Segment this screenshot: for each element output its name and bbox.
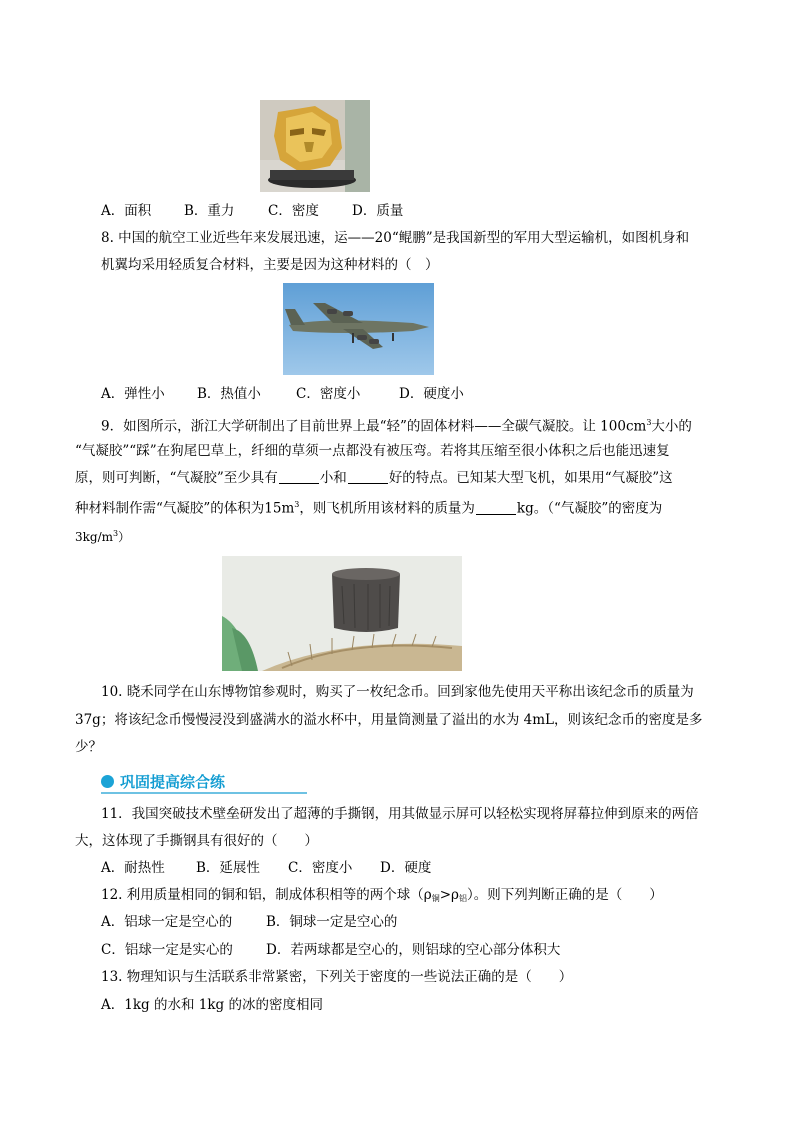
- q10-stem-line2: 37g；将该纪念币慢慢浸没到盛满水的溢水杯中，用量筒测量了溢出的水为 4mL，则该纪念币的密度是多: [75, 712, 703, 728]
- q11-option-b[interactable]: B．延展性: [196, 860, 260, 876]
- answer-blank[interactable]: [279, 469, 319, 484]
- q7-option-c[interactable]: C．密度: [268, 203, 319, 219]
- q7-option-a[interactable]: A．面积: [101, 203, 152, 219]
- q8-option-b[interactable]: B．热值小: [197, 386, 261, 402]
- q9-stem-line3: [75, 468, 673, 488]
- q11-option-a[interactable]: A．耐热性: [101, 860, 165, 876]
- superscript: 3: [294, 500, 300, 509]
- section-header: [101, 770, 307, 794]
- q8-stem-line2: 机翼均采用轻质复合材料，主要是因为这种材料的（ ）: [101, 257, 439, 273]
- q9-text: ）: [118, 530, 131, 544]
- bullet-dot-icon: [101, 775, 114, 788]
- subscript: 铝: [458, 894, 467, 903]
- q7-option-d[interactable]: D．质量: [352, 203, 404, 219]
- q8-option-d[interactable]: D．硬度小: [399, 386, 464, 402]
- q11-stem-line1: 11．我国突破技术壁垒研发出了超薄的手撕钢，用其做显示屏可以轻松实现将屏幕拉伸到原来的两倍: [101, 806, 699, 822]
- q9-text: ，则飞机所用该材料的质量为: [299, 500, 475, 517]
- q9-text: kg。（“气凝胶”的密度为: [516, 500, 663, 517]
- q9-stem-line1: [101, 413, 692, 437]
- q12-stem: [101, 885, 663, 909]
- q11-option-c[interactable]: C．密度小: [288, 860, 353, 876]
- q9-text: 小和: [319, 470, 347, 486]
- q9-text: 种材料制作需“气凝胶”的体积为15m: [75, 500, 295, 517]
- q8-option-c[interactable]: C．密度小: [296, 386, 361, 402]
- q9-text: 好的特点。已知某大型飞机，如果用“气凝胶”这: [388, 470, 673, 486]
- q10-stem-line3: 少？: [75, 739, 102, 755]
- section-title: 巩固提高综合练: [120, 773, 226, 791]
- airplane-photo: [283, 283, 434, 375]
- answer-blank[interactable]: [476, 500, 516, 515]
- q12-option-b[interactable]: B．铜球一定是空心的: [266, 914, 398, 930]
- q9-text: 原，则可判断，“气凝胶”至少具有: [75, 470, 278, 486]
- q12-option-d[interactable]: D．若两球都是空心的，则铝球的空心部分体积大: [266, 942, 561, 958]
- answer-blank[interactable]: [348, 469, 388, 484]
- q10-stem-line1: 10. 晓禾同学在山东博物馆参观时，购买了一枚纪念币。回到家他先使用天平称出该纪念币的质量为: [101, 684, 694, 700]
- q9-text: 大小的: [651, 418, 692, 435]
- golden-mask-photo: [260, 100, 370, 192]
- q13-stem: 13. 物理知识与生活联系非常紧密，下列关于密度的一些说法正确的是（ ）: [101, 969, 573, 985]
- q9-stem-line5: [75, 524, 130, 547]
- subscript: 铜: [431, 894, 440, 903]
- superscript: 3: [646, 418, 652, 427]
- section-underline: [101, 792, 307, 794]
- q9-stem-line2: “气凝胶”“踩”在狗尾巴草上，纤细的草须一点都没有被压弯。若将其压缩至很小体积之后也能迅速复: [75, 443, 670, 459]
- q8-option-a[interactable]: A．弹性小: [101, 386, 165, 402]
- q12-text: 12. 利用质量相同的铜和铝，制成体积相等的两个球（ρ: [101, 887, 432, 903]
- q11-option-d[interactable]: D．硬度: [380, 860, 432, 876]
- q8-stem-line1: 8. 中国的航空工业近些年来发展迅速，运——20“鲲鹏”是我国新型的军用大型运输机，如图机身和: [101, 230, 690, 246]
- superscript: 3: [113, 529, 119, 538]
- q9-text: 9．如图所示，浙江大学研制出了目前世界上最“轻”的固体材料——全碳气凝胶。让 100cm: [101, 418, 647, 435]
- q9-stem-line4: [75, 495, 662, 519]
- q11-stem-line2: 大，这体现了手撕钢具有很好的（ ）: [75, 833, 318, 849]
- q12-option-c[interactable]: C．铝球一定是实心的: [101, 942, 233, 958]
- q12-text: ）。则下列判断正确的是（ ）: [466, 887, 663, 903]
- q9-text: 3kg/m: [75, 530, 114, 544]
- aerogel-photo: [222, 556, 462, 671]
- q7-option-b[interactable]: B．重力: [184, 203, 235, 219]
- q13-option-a[interactable]: A．1kg 的水和 1kg 的冰的密度相同: [101, 997, 323, 1013]
- q12-text: >ρ: [439, 887, 459, 903]
- q12-option-a[interactable]: A．铝球一定是空心的: [101, 914, 233, 930]
